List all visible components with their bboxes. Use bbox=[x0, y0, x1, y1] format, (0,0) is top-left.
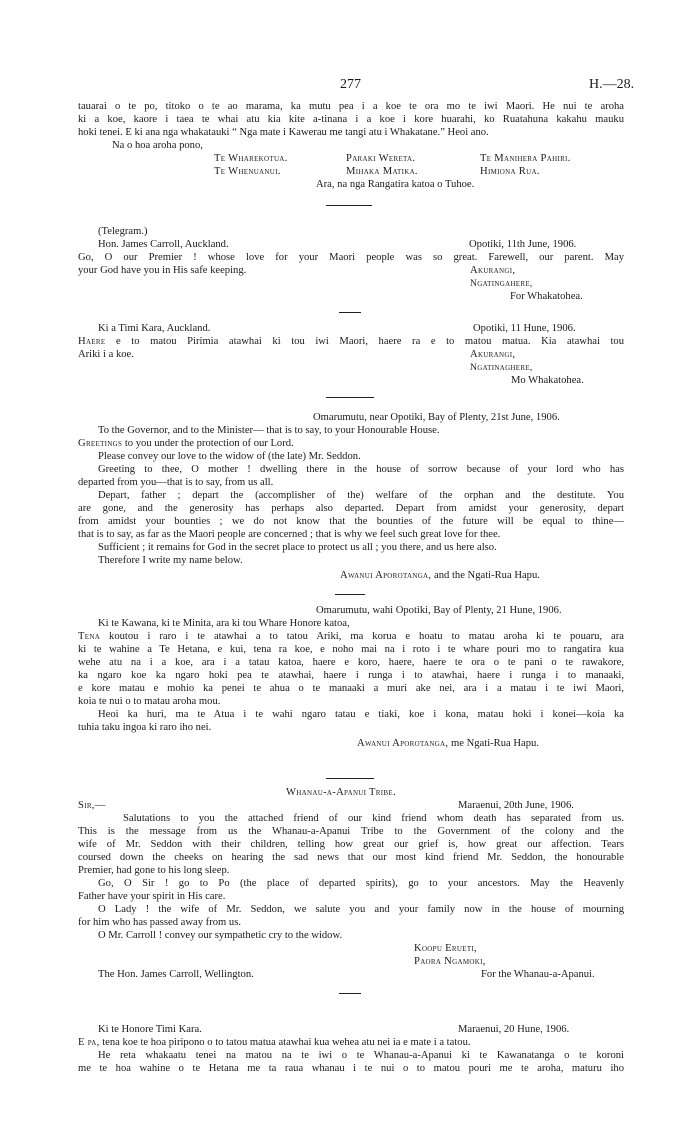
signature-footer: Ara, na nga Rangatira katoa o Tuhoe. bbox=[316, 179, 475, 190]
signature: Akurangi, bbox=[470, 265, 516, 276]
text-line: are gone, and the generosity has perhaps also departed. Depart from amidst your generosity, depart bbox=[78, 503, 624, 514]
text-line: Heoi ka huri, ma te Atua i te wahi ngaro tatau e tiaki, koe i kona, matau hoki i konei—koia ka bbox=[98, 709, 624, 720]
letter-address: To the Governor, and to the Minister— that is to say, to your Honourable House. bbox=[98, 425, 440, 436]
telegram-label: (Telegram.) bbox=[98, 226, 148, 237]
text-line bbox=[78, 335, 624, 348]
text-line: Premier, had gone to his long sleep. bbox=[78, 865, 230, 876]
text-line bbox=[78, 630, 624, 643]
text-run: and the Ngati-Rua Hapu. bbox=[431, 570, 540, 581]
text-run: koutou i raro i te atawhai a to tatou Ariki, ma korua e hoatu to matau aroha ki te pouaru, ara bbox=[100, 631, 624, 642]
text-run: me Ngati-Rua Hapu. bbox=[448, 738, 539, 749]
text-line: me te hoa wahine o te Hetana me ta raua whanau i te nui o to matou pouri me te aroha, maturu iho bbox=[78, 1063, 624, 1074]
section-divider bbox=[326, 397, 374, 398]
drop-word: Greetings bbox=[78, 438, 123, 449]
signatory: Paraki Wereta. bbox=[346, 153, 416, 164]
text-line: that is to say, as far as the Maori people are concerned ; that is why we feel such great love for thee. bbox=[78, 529, 501, 540]
text-line: Therefore I write my name below. bbox=[98, 555, 243, 566]
telegram-place-date: Opotiki, 11 Hune, 1906. bbox=[473, 323, 576, 334]
text-line: tauarai o te po, titoko o te ao marama, ka mutu pea i a koe te ora mo te iwi Maori. He nui te aroha bbox=[78, 101, 624, 112]
telegram-addressee: Ki a Timi Kara, Auckland. bbox=[98, 323, 211, 334]
document-reference: H.—28. bbox=[589, 77, 635, 92]
text-line: Ariki i a koe. bbox=[78, 349, 134, 360]
text-line: Father have your spirit in His care. bbox=[78, 891, 226, 902]
tribe-heading: Whanau-a-Apanui Tribe. bbox=[286, 787, 396, 798]
text-line: Sufficient ; it remains for God in the secret place to protect us all ; you there, and us here also. bbox=[98, 542, 497, 553]
signature bbox=[340, 569, 540, 582]
section-divider bbox=[339, 312, 361, 313]
section-divider bbox=[326, 205, 372, 206]
text-line: hoki tenei. E ki ana nga whakatauki “ Nga mate i Kawerau me tangi atu i Whakatane.” Heoi ano. bbox=[78, 127, 489, 138]
signature-name: Awanui Aporotanga, bbox=[357, 738, 449, 749]
section-divider bbox=[339, 993, 361, 994]
text-line: e kore matau e mohio ka penei te ahua o te manaaki a muri ake nei, ara i a matau i te iwi Maori, bbox=[78, 683, 624, 694]
section-divider bbox=[335, 594, 365, 595]
text-line: Salutations to you the attached friend of our kind friend whom death has separated from us. bbox=[123, 813, 624, 824]
text-line: coursed down the cheeks on hearing the sad news that our most kind friend Mr. Seddon, the honourable bbox=[78, 852, 624, 863]
letter-place-date: Maraenui, 20 Hune, 1906. bbox=[458, 1024, 570, 1035]
signatory: Te Manihera Pahiri. bbox=[480, 153, 571, 164]
text-line: Please convey our love to the widow of (the late) Mr. Seddon. bbox=[98, 451, 361, 462]
telegram-addressee: Hon. James Carroll, Auckland. bbox=[98, 239, 229, 250]
text-line: Go, O Sir ! go to Po (the place of departed spirits), go to your ancestors. May the Heavenly bbox=[98, 878, 624, 889]
text-line: ki te wahine a Te Hetana, e kui, tena ra koe, e noho mai na i roto i te whare pouri mo to rangatira kua bbox=[78, 644, 624, 655]
text-line: wife of Mr. Seddon with their children, telling how great our grief is, how great our affection. Tears bbox=[78, 839, 624, 850]
text-line: He reta whakaatu tenei na matou na te iwi o te Whanau-a-Apanui ki te Kawanatanga o te koroni bbox=[98, 1050, 624, 1061]
letter-place-date: Maraenui, 20th June, 1906. bbox=[458, 800, 574, 811]
salutation: Sir,— bbox=[78, 800, 106, 811]
text-line: your God have you in His safe keeping. bbox=[78, 265, 247, 276]
text-line: ka ngaro koe ka ngaro hoki pea te atawhai, haere i runga i to atawhai, haere i runga i to manaaki, bbox=[78, 670, 624, 681]
signatory: Te Wharekotua. bbox=[214, 153, 288, 164]
closing-line: Na o hoa aroha pono, bbox=[112, 140, 203, 151]
text-line: koia te nui o to matau aroha mou. bbox=[78, 696, 221, 707]
signature: Ngatinaghere, bbox=[470, 362, 533, 373]
signature: Akurangi, bbox=[470, 349, 516, 360]
signature: For the Whanau-a-Apanui. bbox=[481, 969, 595, 980]
signatory: Te Whenuanui. bbox=[214, 166, 281, 177]
signature: Mo Whakatohea. bbox=[511, 375, 584, 386]
signature: Ngatingahere, bbox=[470, 278, 533, 289]
text-line bbox=[78, 1036, 471, 1049]
text-line: from amidst your bounties ; we do not know that the bounties of the future will be equal to thine— bbox=[78, 516, 624, 527]
signatory: Himiona Rua. bbox=[480, 166, 540, 177]
drop-word: E pa, bbox=[78, 1037, 100, 1048]
letter-place-date: Omarumutu, wahi Opotiki, Bay of Plenty, 21 Hune, 1906. bbox=[316, 605, 562, 616]
text-line: Go, O our Premier ! whose love for your Maori people was so great. Farewell, our parent. May bbox=[78, 252, 624, 263]
letter-address: Ki te Kawana, ki te Minita, ara ki tou Whare Honore katoa, bbox=[98, 618, 350, 629]
text-line: Greeting to thee, O mother ! dwelling there in the house of sorrow because of your lord who has bbox=[98, 464, 624, 475]
drop-word: Tena bbox=[78, 631, 101, 642]
signature bbox=[357, 737, 539, 750]
signature-name: Awanui Aporotanga, bbox=[340, 570, 432, 581]
letter-address: Ki te Honore Timi Kara. bbox=[98, 1024, 202, 1035]
signature: Paora Ngamoki, bbox=[414, 956, 486, 967]
signatory: Mihaka Matika. bbox=[346, 166, 418, 177]
text-run: tena koe te hoa piripono o to tatou matua atawhai kua wehea atu nei ia e mate i a tatou. bbox=[99, 1037, 471, 1048]
text-line: departed from you—that is to say, from us all. bbox=[78, 477, 274, 488]
text-line bbox=[78, 437, 294, 450]
section-divider bbox=[326, 778, 374, 779]
signature: Koopu Erueti, bbox=[414, 943, 477, 954]
text-line: for him who has passed away from us. bbox=[78, 917, 241, 928]
signature: For Whakatohea. bbox=[510, 291, 583, 302]
text-line: O Mr. Carroll ! convey our sympathetic cry to the widow. bbox=[98, 930, 343, 941]
text-line: ki a koe, kaore i taea te whai atu kia kite a-tinana i a koe i kore huarahi, ko Ruatahuna kakahu mauku bbox=[78, 114, 624, 125]
text-line: wehe atu na i a koe, ara i a tatau katoa, haere e koro, haere, haere te ora o te pani o te rawakore, bbox=[78, 657, 624, 668]
letter-addressee: The Hon. James Carroll, Wellington. bbox=[98, 969, 254, 980]
text-line: Depart, father ; depart the (accomplisher of the) welfare of the orphan and the destitute. You bbox=[98, 490, 624, 501]
text-line: tuhia taku ingoa ki raro iho nei. bbox=[78, 722, 212, 733]
letter-place-date: Omarumutu, near Opotiki, Bay of Plenty, 21st June, 1906. bbox=[313, 412, 560, 423]
page-number: 277 bbox=[340, 77, 361, 92]
text-line: O Lady ! the wife of Mr. Seddon, we salute you and your family now in the house of mourning bbox=[98, 904, 624, 915]
text-line: This is the message from us the Whanau-a-Apanui Tribe to the Government of the colony and the bbox=[78, 826, 624, 837]
drop-word: Haere bbox=[78, 336, 106, 347]
text-run: to you under the protection of our Lord. bbox=[122, 438, 294, 449]
text-run: e to matou Pirimia atawhai ki tou iwi Maori, haere ra e to matou matua. Kia atawhai tou bbox=[105, 336, 624, 347]
telegram-place-date: Opotiki, 11th June, 1906. bbox=[469, 239, 577, 250]
